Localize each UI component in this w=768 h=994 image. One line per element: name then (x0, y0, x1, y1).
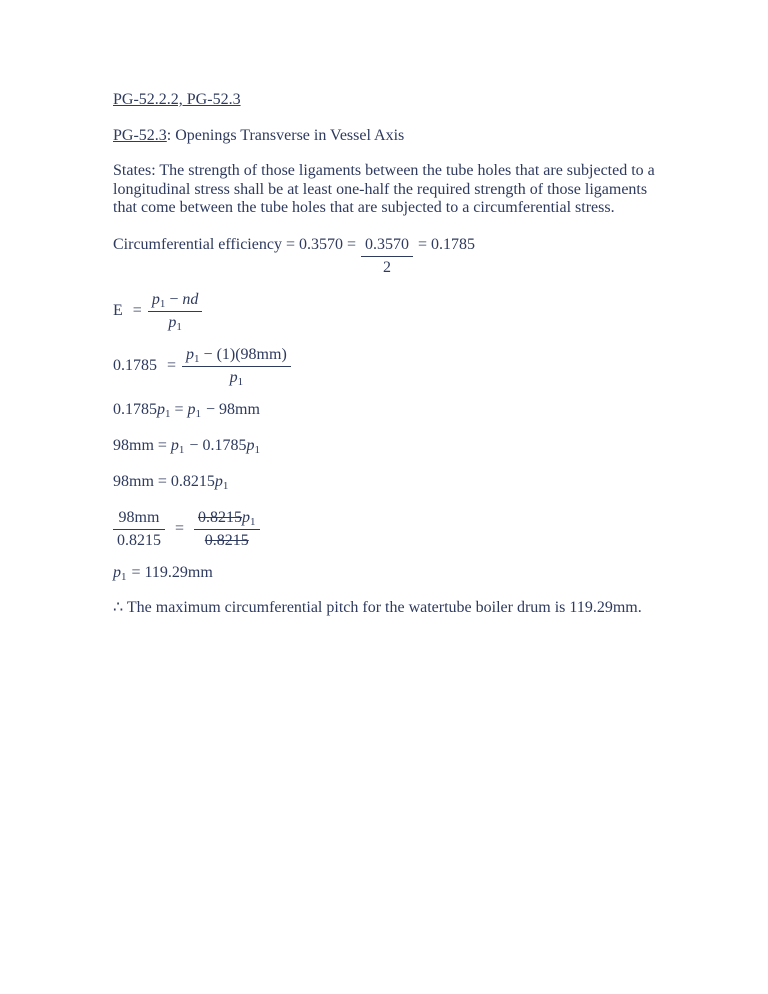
var-p: p (113, 563, 121, 581)
subscript: 1 (159, 297, 166, 310)
var-p: p (246, 436, 255, 454)
value: 98mm (113, 436, 154, 454)
subscript: 1 (176, 320, 182, 333)
minus-sign: − (203, 345, 213, 363)
equation-ligament-definition (113, 290, 655, 333)
fraction-denominator: 2 (383, 258, 391, 276)
fraction-numerator (148, 290, 203, 312)
equals-sign: = (167, 357, 177, 374)
fraction-denominator: 0.8215 (117, 531, 161, 549)
subscript: 1 (195, 407, 202, 420)
var-p: p (170, 436, 179, 454)
subscript: 1 (121, 570, 127, 583)
numeric-term: (1)(98mm) (216, 345, 287, 363)
equation-step-3 (113, 472, 655, 492)
var-p: p (186, 345, 195, 363)
coefficient: 0.1785 (113, 400, 157, 418)
var-p: p (242, 508, 251, 526)
minus-term: − 0.1785 (189, 436, 247, 454)
equation-lhs: E (113, 302, 123, 319)
fraction-efficiency (361, 235, 413, 278)
equals-sign: = (132, 302, 142, 319)
var-p: p (151, 290, 160, 308)
subscript: 1 (178, 443, 185, 456)
fraction-numerator: 98mm (113, 508, 165, 530)
fraction-definition (148, 290, 203, 333)
fraction-denominator (148, 312, 203, 333)
subscript: 1 (250, 515, 256, 528)
conclusion-statement: ∴ The maximum circumferential pitch for the watertube boiler drum is 119.29mm. (113, 598, 642, 616)
cancelled-coefficient: 0.8215 (204, 531, 249, 549)
heading-references-text: PG-52.2.2, PG-52.3 (113, 91, 241, 108)
equation-step-2 (113, 436, 655, 456)
minus-sign: − (169, 290, 179, 308)
subscript: 1 (254, 443, 260, 456)
fraction-substitution (182, 345, 291, 388)
heading-references (113, 91, 655, 110)
equation-cancellation (113, 508, 655, 551)
result-value: = 119.29mm (131, 563, 213, 581)
fraction-numerator (182, 345, 291, 367)
equation-efficiency (113, 235, 655, 278)
subscript: 1 (165, 407, 171, 420)
fraction-denominator (182, 367, 291, 388)
equals-sign: = (174, 400, 184, 418)
heading-section-code: PG-52.3 (113, 126, 167, 144)
heading-section (113, 127, 655, 146)
equation-step-1 (113, 400, 655, 420)
var-p: p (214, 472, 223, 490)
states-paragraph: States: The strength of those ligaments between the tube holes that are subjected to a longitudinal stress shall be at least one-half the required strength of those ligaments that come between the tube holes that are subjected to a circumferential stress. (113, 162, 655, 216)
equation-result (113, 563, 655, 583)
var-p: p (168, 313, 177, 331)
minus-term: − 98mm (206, 400, 260, 418)
fraction-numerator: 0.3570 (361, 235, 413, 257)
equals-sign: = (175, 520, 185, 537)
equals-sign: = (157, 436, 167, 454)
equation-substitution (113, 345, 655, 388)
var-p: p (157, 400, 165, 418)
equation-efficiency-lead: Circumferential efficiency = 0.3570 = (113, 235, 356, 253)
cancelled-coefficient: 0.8215 (198, 508, 243, 526)
fraction-denominator (194, 530, 260, 551)
subscript: 1 (222, 479, 229, 492)
fraction-right (194, 508, 260, 551)
equation-efficiency-result: = 0.1785 (418, 235, 476, 253)
fraction-numerator (194, 508, 260, 530)
var-nd: nd (182, 290, 199, 308)
subscript: 1 (237, 375, 244, 388)
value: 98mm = 0.8215 (113, 472, 215, 490)
heading-section-title: : Openings Transverse in Vessel Axis (166, 126, 405, 144)
var-p: p (187, 400, 196, 418)
subscript: 1 (194, 352, 200, 365)
equation-lhs: 0.1785 (113, 357, 157, 374)
var-p: p (229, 368, 238, 386)
fraction-left (113, 508, 165, 551)
